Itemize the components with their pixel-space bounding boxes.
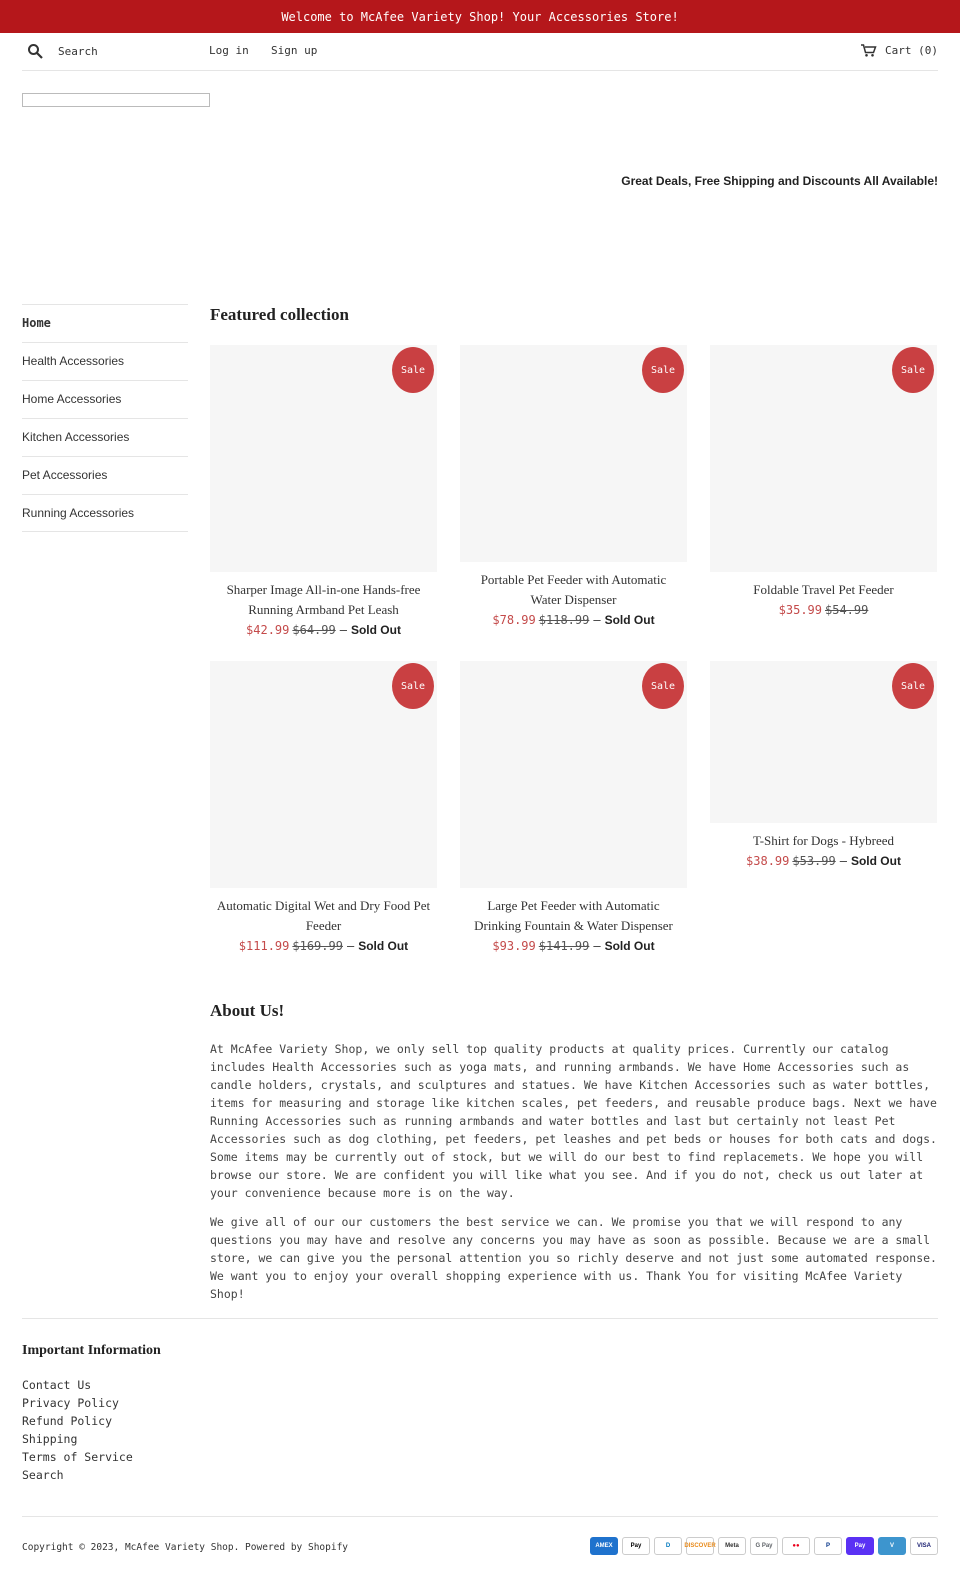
product-price: [710, 852, 937, 870]
sale-price: $111.99: [238, 939, 290, 953]
product-name[interactable]: Portable Pet Feeder with Automatic Water Dispenser: [480, 572, 667, 607]
product-image[interactable]: [460, 661, 687, 888]
sold-out-label: Sold Out: [850, 854, 901, 868]
compare-price: $118.99: [538, 613, 590, 627]
sidebar-item-running-accessories[interactable]: Running Accessories: [22, 494, 188, 532]
copyright: Copyright © 2023, McAfee Variety Shop. Powered by Shopify: [22, 1542, 349, 1553]
sale-price: $42.99: [246, 623, 290, 637]
sold-out-label: Sold Out: [350, 623, 401, 637]
about-title: About Us!: [210, 1001, 285, 1020]
featured-collection-title: Featured collection: [210, 305, 349, 324]
cart-label: Cart (0): [885, 44, 938, 57]
announcement-bar: Welcome to McAfee Variety Shop! Your Accessories Store!: [0, 0, 960, 33]
footer-divider: [22, 1318, 938, 1319]
amex-icon: AMEX: [590, 1537, 618, 1555]
product-price: [710, 601, 937, 619]
product-name[interactable]: T-Shirt for Dogs - Hybreed: [752, 833, 895, 848]
shop-pay-icon: Pay: [846, 1537, 874, 1555]
meta-pay-icon: Meta: [718, 1537, 746, 1555]
venmo-icon: V: [878, 1537, 906, 1555]
visa-icon: VISA: [910, 1537, 938, 1555]
search-icon[interactable]: [27, 43, 43, 59]
top-bar: [22, 33, 938, 71]
sidebar-item-home-accessories[interactable]: Home Accessories: [22, 380, 188, 418]
signup-link[interactable]: Sign up: [271, 44, 318, 57]
product-image[interactable]: [710, 661, 937, 823]
footer-link-search[interactable]: Search: [22, 1468, 64, 1482]
footer-links: [22, 1376, 133, 1484]
footer-link-terms-of-service[interactable]: Terms of Service: [22, 1450, 133, 1464]
product-image[interactable]: [210, 345, 437, 572]
price-separator: —: [346, 939, 355, 953]
product-card[interactable]: [460, 345, 687, 629]
product-card[interactable]: [710, 345, 937, 619]
apple-pay-icon: Pay: [622, 1537, 650, 1555]
sidebar-item-kitchen-accessories[interactable]: Kitchen Accessories: [22, 418, 188, 456]
google-pay-icon: G Pay: [750, 1537, 778, 1555]
sidebar-item-health-accessories[interactable]: Health Accessories: [22, 342, 188, 380]
product-card[interactable]: [710, 661, 937, 870]
price-separator: —: [593, 939, 601, 953]
compare-price: $141.99: [538, 939, 590, 953]
tagline: Great Deals, Free Shipping and Discounts All Available!: [621, 174, 938, 188]
product-price: [460, 937, 687, 955]
login-link[interactable]: Log in: [209, 44, 249, 57]
sold-out-label: Sold Out: [604, 613, 655, 627]
sidebar-item-home[interactable]: Home: [22, 304, 188, 342]
price-separator: —: [839, 854, 847, 868]
search-input[interactable]: [58, 41, 198, 61]
sale-price: $38.99: [746, 854, 790, 868]
product-image[interactable]: [210, 661, 437, 888]
paypal-icon: P: [814, 1537, 842, 1555]
about-paragraph: We give all of our our customers the best service we can. We promise you that we will respond to any questions you may have and resolve any concerns you may have as soon as possible. Because we are a small store, we can give you the personal attention you so richly deserve and not just some automated response. We want you to enjoy your overall shopping experience with us. Thank You for visiting McAfee Variety Shop!: [210, 1215, 937, 1301]
sidebar-item-pet-accessories[interactable]: Pet Accessories: [22, 456, 188, 494]
sale-price: $35.99: [778, 603, 822, 617]
product-card[interactable]: [210, 345, 437, 639]
sale-badge: Sale: [892, 347, 934, 393]
product-image[interactable]: [460, 345, 687, 562]
sale-price: $78.99: [492, 613, 536, 627]
compare-price: $53.99: [792, 854, 836, 868]
sale-badge: Sale: [392, 347, 434, 393]
product-price: [210, 937, 437, 955]
footer-link-refund-policy[interactable]: Refund Policy: [22, 1414, 113, 1428]
sale-badge: Sale: [642, 663, 684, 709]
about-text: [210, 1040, 938, 1314]
discover-icon: DISCOVER: [686, 1537, 714, 1555]
product-image[interactable]: [710, 345, 937, 572]
cart-link[interactable]: [861, 44, 938, 57]
product-price: [460, 611, 687, 629]
compare-price: $64.99: [292, 623, 336, 637]
product-name[interactable]: Sharper Image All-in-one Hands-free Running Armband Pet Leash: [226, 582, 421, 617]
payment-icons: [590, 1537, 938, 1555]
sale-badge: Sale: [642, 347, 684, 393]
sale-price: $93.99: [492, 939, 536, 953]
footer-title: Important Information: [22, 1343, 161, 1358]
compare-price: $169.99: [292, 939, 343, 953]
sold-out-label: Sold Out: [604, 939, 655, 953]
product-card[interactable]: [210, 661, 437, 955]
footer-link-shipping[interactable]: Shipping: [22, 1432, 78, 1446]
footer-link-contact-us[interactable]: Contact Us: [22, 1378, 92, 1392]
product-name[interactable]: Automatic Digital Wet and Dry Food Pet Feeder: [216, 898, 431, 933]
sidebar-nav: [22, 304, 188, 532]
product-price: [210, 621, 437, 639]
sale-badge: Sale: [892, 663, 934, 709]
compare-price: $54.99: [825, 603, 869, 617]
product-name[interactable]: Large Pet Feeder with Automatic Drinking Fountain & Water Dispenser: [474, 898, 673, 933]
diners-club-icon: D: [654, 1537, 682, 1555]
price-separator: —: [593, 613, 601, 627]
product-name[interactable]: Foldable Travel Pet Feeder: [753, 582, 894, 597]
sale-badge: Sale: [392, 663, 434, 709]
logo[interactable]: [22, 93, 210, 107]
footer-divider: [22, 1516, 938, 1517]
footer-link-privacy-policy[interactable]: Privacy Policy: [22, 1396, 119, 1410]
sold-out-label: Sold Out: [358, 939, 409, 953]
cart-icon: [861, 44, 876, 57]
price-separator: —: [339, 623, 347, 637]
about-paragraph: At McAfee Variety Shop, we only sell top quality products at quality prices. Currently our catalog includes Health Accessories such as yoga mats, and running armbands. We have Home Accessories such as candle holders, crystals, and sculptures and statues. We have Kitchen Accessories such as water bottles, items for measuring and storage like kitchen scales, pet feeders, and reusable produce bags. Next we have Running Accessories such as running armbands and water bottles and last but certainly not least Pet Accessories such as dog clothing, pet feeders, pet leashes and pet beds or houses for both cats and dogs. Some items may be currently out of stock, but we will do our best to find replacemets. We hope you will browse our store. We are confident you will like what you see. And if you do not, check us out later at your convenience because more is on the way.: [210, 1042, 937, 1200]
mastercard-icon: ●●: [782, 1537, 810, 1555]
product-card[interactable]: [460, 661, 687, 955]
